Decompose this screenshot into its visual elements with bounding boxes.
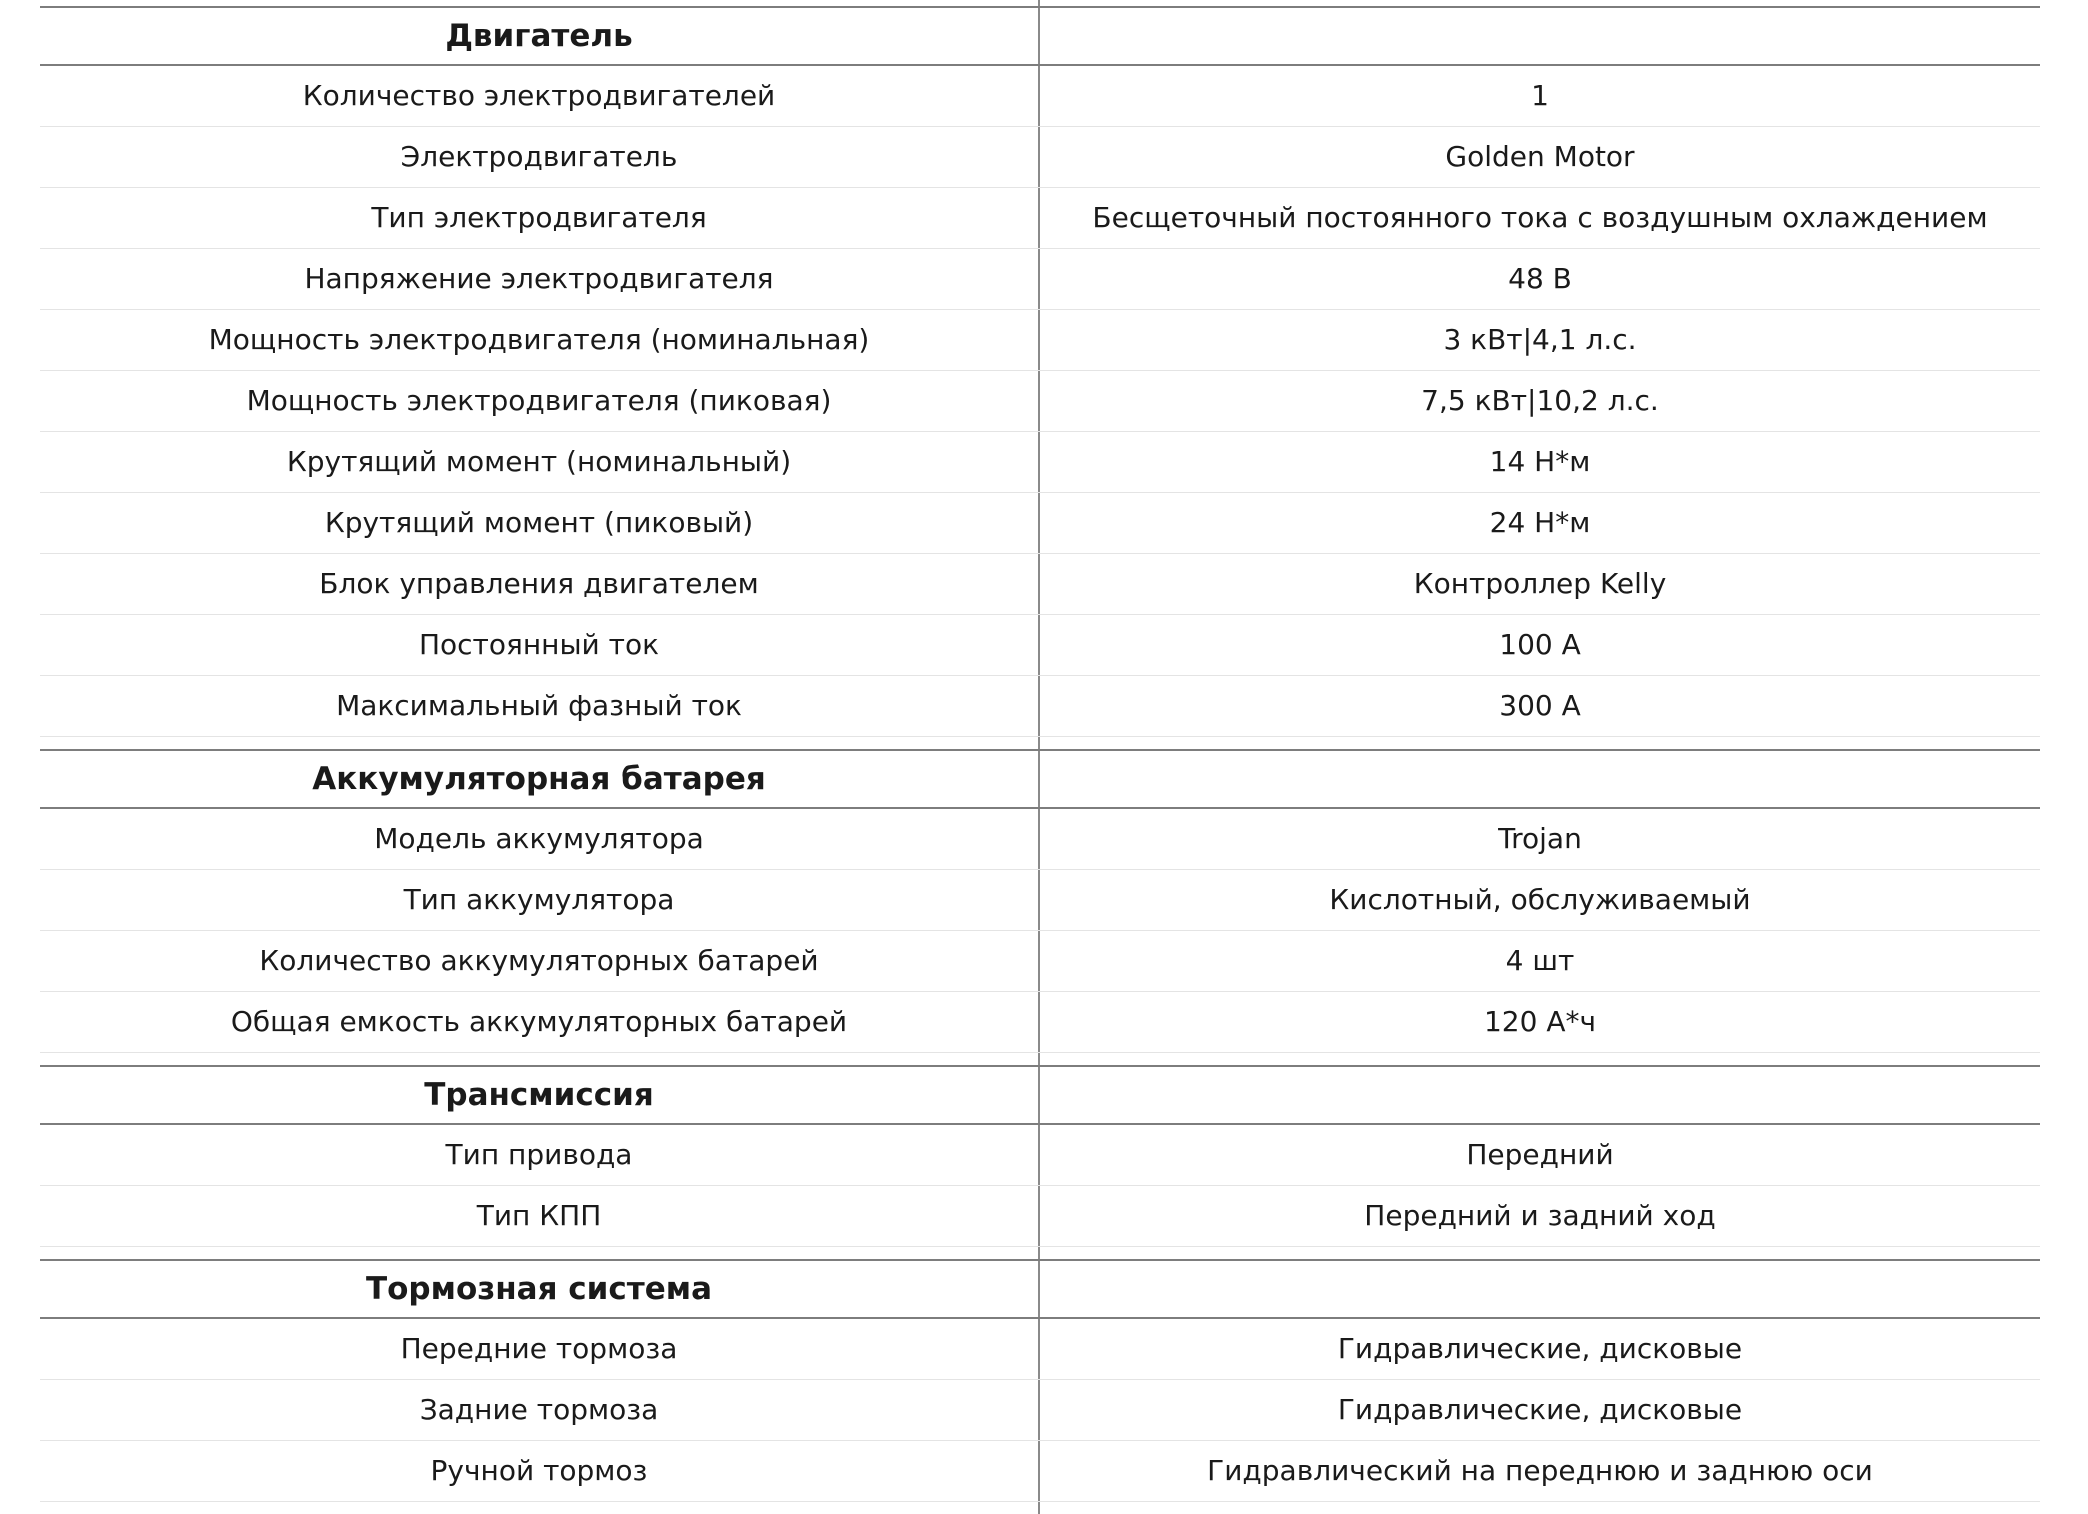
spec-value: 7,5 кВт|10,2 л.с. [1421, 384, 1659, 417]
section-engine [40, 0, 2040, 749]
spec-name: Тип КПП [40, 1186, 1040, 1246]
spec-value: 14 Н*м [1489, 445, 1591, 478]
spec-value: Кислотный, обслуживаемый [1329, 883, 1751, 916]
spec-value: Golden Motor [1445, 140, 1635, 173]
table-row [40, 1125, 2040, 1186]
spec-name: Крутящий момент (номинальный) [40, 432, 1040, 492]
section-brakes [40, 1259, 2040, 1514]
table-row [40, 249, 2040, 310]
table-row [40, 615, 2040, 676]
spec-name: Тип электродвигателя [40, 188, 1040, 248]
spec-name: Количество аккумуляторных батарей [40, 931, 1040, 991]
table-row [40, 676, 2040, 737]
table-row [40, 127, 2040, 188]
spec-value: Гидравлический на переднюю и заднюю оси [1207, 1454, 1873, 1487]
section-header-empty [1040, 751, 2040, 807]
table-row [40, 1186, 2040, 1247]
spec-name: Постоянный ток [40, 615, 1040, 675]
table-row [40, 310, 2040, 371]
table-row [40, 870, 2040, 931]
table-row [40, 809, 2040, 870]
spec-name: Электродвигатель [40, 127, 1040, 187]
section-header [40, 6, 2040, 66]
section-title: Трансмиссия [40, 1067, 1040, 1123]
table-row [40, 931, 2040, 992]
section-spacer [40, 1053, 2040, 1065]
table-row [40, 1319, 2040, 1380]
spec-value: 300 А [1499, 689, 1581, 722]
section-spacer [40, 737, 2040, 749]
spec-value: 4 шт [1505, 944, 1575, 977]
table-row [40, 1441, 2040, 1502]
spec-name: Задние тормоза [40, 1380, 1040, 1440]
table-row [40, 66, 2040, 127]
table-row [40, 992, 2040, 1053]
spec-name: Передние тормоза [40, 1319, 1040, 1379]
section-transmission [40, 1065, 2040, 1259]
table-row [40, 554, 2040, 615]
table-row [40, 493, 2040, 554]
section-header-empty [1040, 8, 2040, 64]
spec-name: Мощность электродвигателя (пиковая) [40, 371, 1040, 431]
section-title: Тормозная система [40, 1261, 1040, 1317]
spec-name: Модель аккумулятора [40, 809, 1040, 869]
spec-value: 3 кВт|4,1 л.с. [1443, 323, 1637, 356]
section-battery [40, 749, 2040, 1065]
section-header-empty [1040, 1261, 2040, 1317]
spec-name: Общая емкость аккумуляторных батарей [40, 992, 1040, 1052]
spec-value: 48 В [1508, 262, 1572, 295]
spec-name: Количество электродвигателей [40, 66, 1040, 126]
spec-name: Тип привода [40, 1125, 1040, 1185]
spec-name: Ручной тормоз [40, 1441, 1040, 1501]
spec-name: Блок управления двигателем [40, 554, 1040, 614]
spec-name: Напряжение электродвигателя [40, 249, 1040, 309]
section-title: Двигатель [40, 8, 1040, 64]
section-header [40, 1259, 2040, 1319]
spec-value: Передний [1466, 1138, 1614, 1171]
section-spacer [40, 1502, 2040, 1514]
table-row [40, 1380, 2040, 1441]
table-row [40, 188, 2040, 249]
section-header-empty [1040, 1067, 2040, 1123]
spec-value: Trojan [1498, 822, 1582, 855]
section-header [40, 1065, 2040, 1125]
spec-name: Крутящий момент (пиковый) [40, 493, 1040, 553]
spec-value: Бесщеточный постоянного тока с воздушным охлаждением [1092, 201, 1988, 234]
spec-value: Передний и задний ход [1364, 1199, 1716, 1232]
spec-table [40, 0, 2040, 1514]
table-row [40, 432, 2040, 493]
spec-name: Мощность электродвигателя (номинальная) [40, 310, 1040, 370]
section-title: Аккумуляторная батарея [40, 751, 1040, 807]
spec-value: 120 А*ч [1483, 1005, 1597, 1038]
section-header [40, 749, 2040, 809]
spec-name: Тип аккумулятора [40, 870, 1040, 930]
spec-value: 24 Н*м [1489, 506, 1591, 539]
spec-value: Гидравлические, дисковые [1337, 1393, 1743, 1426]
section-spacer [40, 1247, 2040, 1259]
spec-name: Максимальный фазный ток [40, 676, 1040, 736]
spec-value: 100 А [1499, 628, 1581, 661]
section-spacer [40, 0, 2040, 6]
spec-value: 1 [1531, 79, 1549, 112]
spec-value: Гидравлические, дисковые [1337, 1332, 1743, 1365]
table-row [40, 371, 2040, 432]
spec-value: Контроллер Kelly [1413, 567, 1667, 600]
